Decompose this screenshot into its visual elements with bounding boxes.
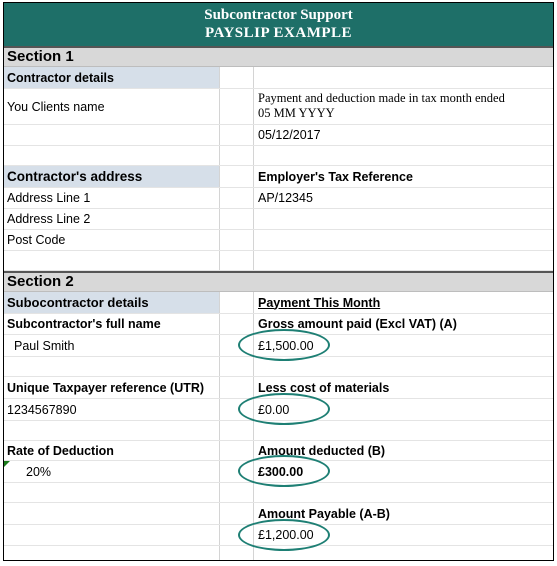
cell-blank[interactable]: [4, 251, 219, 270]
cell-blank[interactable]: [219, 421, 253, 440]
post-code[interactable]: Post Code: [7, 233, 66, 247]
cell-blank[interactable]: [253, 251, 553, 270]
materials-highlight-ring: [238, 393, 330, 425]
address-line-1[interactable]: Address Line 1: [7, 191, 91, 205]
full-name-value[interactable]: Paul Smith: [14, 338, 75, 353]
section-2-heading: [4, 271, 553, 292]
amount-deducted-label[interactable]: Amount deducted (B): [253, 441, 553, 460]
cell-blank[interactable]: [4, 357, 219, 376]
materials-label[interactable]: Less cost of materials: [253, 377, 553, 398]
cell-blank[interactable]: [4, 146, 219, 165]
error-indicator-icon: [4, 461, 10, 467]
row-address-1: [4, 188, 553, 209]
cell-blank[interactable]: [4, 503, 219, 524]
row-empty: [4, 251, 553, 271]
cell-blank[interactable]: [219, 188, 253, 208]
gross-amount-highlight-ring: [238, 329, 330, 361]
amount-payable-label[interactable]: Amount Payable (A-B): [253, 503, 553, 524]
row-date: [4, 125, 553, 146]
tax-reference-value[interactable]: AP/12345: [253, 188, 553, 208]
section-1-heading: [4, 46, 553, 67]
utr-value[interactable]: 1234567890: [7, 402, 77, 417]
amount-payable-value[interactable]: £1,200.00: [253, 525, 553, 545]
section-2-label: Section 2: [7, 273, 74, 290]
cell-blank[interactable]: [219, 483, 253, 502]
payment-period-cell[interactable]: [253, 89, 553, 124]
payable-highlight-ring: [238, 519, 330, 551]
cell-blank[interactable]: [219, 251, 253, 270]
cell-blank[interactable]: [219, 357, 253, 376]
row-post-code: [4, 230, 553, 251]
title-line-1: Subcontractor Support: [204, 7, 353, 23]
cell-blank[interactable]: [219, 146, 253, 165]
row-address-2: [4, 209, 553, 230]
cell-blank[interactable]: [219, 125, 253, 145]
materials-value[interactable]: £0.00: [253, 399, 553, 420]
cell-blank[interactable]: [219, 292, 253, 313]
row-contractor-details: [4, 67, 553, 89]
date-value[interactable]: 05/12/2017: [253, 125, 553, 145]
cell-blank[interactable]: [4, 125, 219, 145]
full-name-label[interactable]: Subcontractor's full name: [7, 317, 161, 331]
date-format: 05 MM YYYY: [258, 106, 335, 120]
gross-amount-value[interactable]: £1,500.00: [253, 335, 553, 356]
cell-blank[interactable]: [4, 525, 219, 545]
subcontractor-details-label[interactable]: Subocontractor details: [4, 292, 219, 313]
cell-blank[interactable]: [4, 546, 219, 561]
title-line-2: PAYSLIP EXAMPLE: [204, 25, 353, 41]
title-banner: [4, 3, 553, 46]
payment-this-month-label[interactable]: Payment This Month: [253, 292, 553, 313]
cell-blank[interactable]: [219, 67, 253, 88]
client-name[interactable]: You Clients name: [7, 99, 105, 114]
row-address-heading: [4, 166, 553, 188]
cell-blank[interactable]: [253, 146, 553, 165]
row-empty: [4, 146, 553, 166]
cell-blank[interactable]: [4, 483, 219, 502]
contractor-address-label[interactable]: Contractor's address: [4, 166, 219, 187]
cell-blank[interactable]: [219, 230, 253, 250]
deduction-rate-value[interactable]: [4, 461, 219, 482]
address-line-2[interactable]: Address Line 2: [7, 212, 91, 226]
row-client: [4, 89, 553, 125]
cell-blank[interactable]: [4, 421, 219, 440]
utr-label[interactable]: Unique Taxpayer reference (UTR): [7, 380, 205, 395]
cell-blank[interactable]: [219, 89, 253, 124]
cell-blank[interactable]: [219, 441, 253, 460]
cell-blank[interactable]: [253, 209, 553, 229]
cell-blank[interactable]: [253, 230, 553, 250]
deduction-rate-text: 20%: [26, 464, 52, 479]
tax-reference-label[interactable]: Employer's Tax Reference: [253, 166, 553, 187]
contractor-details-label[interactable]: Contractor details: [4, 67, 219, 88]
section-1-label: Section 1: [7, 48, 74, 65]
cell-blank[interactable]: [219, 377, 253, 398]
cell-blank[interactable]: [219, 166, 253, 187]
amount-deducted-value[interactable]: £300.00: [253, 461, 553, 482]
gross-amount-label[interactable]: Gross amount paid (Excl VAT) (A): [253, 314, 553, 334]
cell-blank[interactable]: [253, 67, 553, 88]
payslip-sheet: [3, 2, 554, 561]
cell-blank[interactable]: [219, 209, 253, 229]
deduction-rate-label[interactable]: Rate of Deduction: [7, 443, 114, 458]
cell-blank[interactable]: [219, 546, 253, 561]
row-subcontractor-details: [4, 292, 553, 314]
payment-period-label: Payment and deduction made in tax month ended: [258, 91, 505, 105]
deducted-highlight-ring: [238, 455, 330, 487]
cell-blank[interactable]: [219, 503, 253, 524]
cell-blank[interactable]: [219, 314, 253, 334]
